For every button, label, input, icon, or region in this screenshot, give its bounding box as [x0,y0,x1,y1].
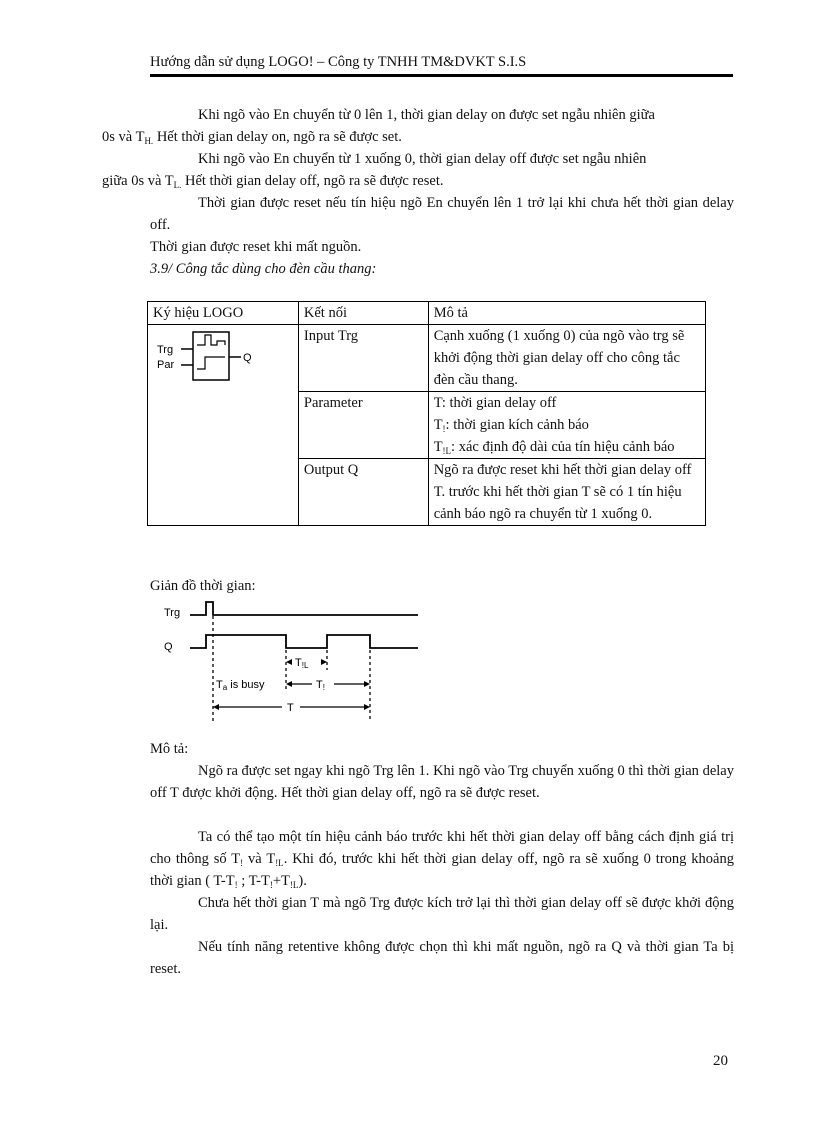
description-paragraph-4: Nếu tính năng retentive không được chọn thì khi mất nguồn, ngõ ra Q và thời gian Ta bị reset. [150,939,734,977]
table-header-connection: Kết nối [298,302,428,325]
row-description-parameter [428,392,705,459]
til-arrow-right [321,659,327,665]
t-label: T [287,702,294,714]
symbol-par-label: Par [157,359,175,371]
param-line-t: T: thời gian delay off [433,395,557,411]
til-arrow-left [286,659,292,665]
q-signal [190,635,418,648]
table-header-symbol: Ký hiệu LOGO [148,302,299,325]
intro-p1-line1: Khi ngõ vào En chuyển từ 0 lên 1, thời gian delay on được set ngẫu nhiên giữa [198,107,655,123]
intro-paragraph-4: Thời gian được reset khi mất nguồn. [150,239,362,255]
description-paragraph-1: Ngõ ra được set ngay khi ngõ Trg lên 1. Khi ngõ vào Trg chuyển xuống 0 thì thời gian delay off T được khởi động. Hết thời gian delay off, ngõ ra sẽ được reset. [150,763,734,801]
row-connection-output: Output Q [298,459,428,526]
page-header: Hướng dẫn sử dụng LOGO! – Công ty TNHH TM&DVKT S.I.S [150,54,527,70]
t-excl-arrow-right [364,681,370,687]
table-header-description: Mô tả [428,302,705,325]
intro-paragraph-1 [102,104,734,148]
timing-diagram [150,592,430,724]
ta-busy-label: Ta is busy [216,679,265,692]
param-line-t-excl: $T_!$: thời gian kích cảnh báo [433,417,589,434]
table-header-row [148,302,706,325]
header-rule [150,74,733,77]
til-label: T!L [295,657,309,670]
intro-paragraph-2 [102,148,734,192]
timing-trg-label: Trg [164,607,181,619]
intro-p1-line2: 0s và $T_{H.}$ Hết thời gian delay on, ngõ ra sẽ được set. [102,129,402,146]
timing-diagram-title: Giản đồ thời gian: [150,578,256,594]
description-paragraph-2: Ta có thể tạo một tín hiệu cảnh báo trước khi hết thời gian delay off bằng cách định giá trị cho thông số $T_!$ và $T_{!L}$. Khi đó, trước khi hết thời gian delay off, ngõ ra sẽ xuống 0 trong khoảng thời gian ( $T-T_!$ ; $T-T_!+T_{!L}$). [150,829,734,890]
staircase-switch-symbol [153,329,263,385]
trg-signal [190,602,418,615]
t-arrow-left [213,704,219,710]
t-arrow-right [364,704,370,710]
logo-symbol-cell [148,325,299,526]
logo-function-table [147,301,706,526]
intro-p2-line2: giữa 0s và $T_{L.}$ Hết thời gian delay off, ngõ ra sẽ được reset. [102,173,444,190]
section-title: 3.9/ Công tắc dùng cho đèn cầu thang: [150,261,377,277]
symbol-trg-label: Trg [157,344,174,356]
intro-paragraph-3: Thời gian được reset nếu tín hiệu ngõ En chuyển lên 1 trở lại khi chưa hết thời gian delay off. [150,195,734,233]
timing-q-label: Q [164,641,173,653]
symbol-q-label: Q [243,352,252,364]
intro-p2-line1: Khi ngõ vào En chuyển từ 1 xuống 0, thời gian delay off được set ngẫu nhiên [198,151,647,167]
page-number: 20 [713,1053,728,1069]
row-description-output: Ngõ ra được reset khi hết thời gian delay off T. trước khi hết thời gian T sẽ có 1 tín hiệu cảnh báo ngõ ra chuyển từ 1 xuống 0. [428,459,705,526]
row-connection-parameter: Parameter [298,392,428,459]
t-excl-label: T! [316,679,325,692]
table-row [148,325,706,392]
param-line-t-excl-l: $T_{!L}$: xác định độ dài của tín hiệu cảnh báo [433,439,675,456]
row-connection-trg: Input Trg [298,325,428,392]
row-description-trg: Cạnh xuống (1 xuống 0) của ngõ vào trg sẽ khởi động thời gian delay off cho công tắc đèn cầu thang. [428,325,705,392]
description-paragraph-3: Chưa hết thời gian T mà ngõ Trg được kích trở lại thì thời gian delay off sẽ được khởi động lại. [150,895,734,933]
description-title: Mô tả: [150,741,189,757]
t-excl-arrow-left [286,681,292,687]
